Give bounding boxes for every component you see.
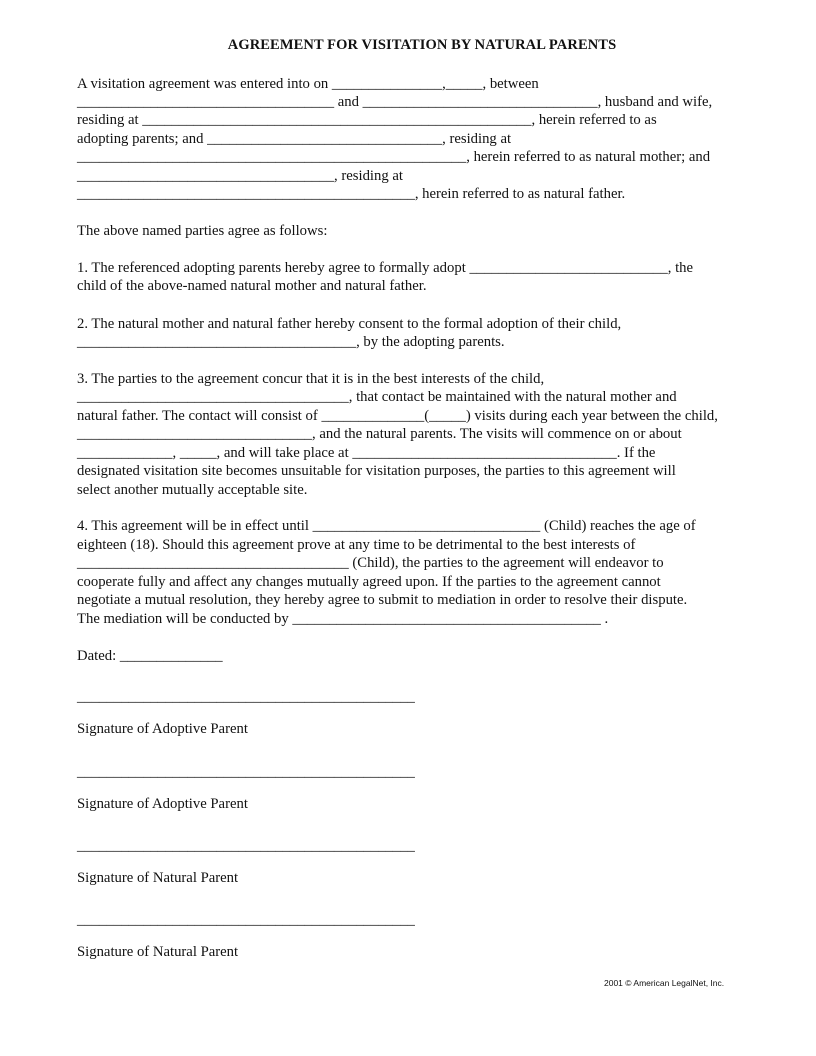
signature-line-2: ______________________________________________ bbox=[77, 764, 415, 780]
clause-3-line-4: ________________________________, and the natural parents. The visits will commence on or about bbox=[77, 426, 682, 442]
clause-3-line-6: designated visitation site becomes unsuitable for visitation purposes, the parties to this agreement will bbox=[77, 463, 676, 479]
clause-3-line-2: _____________________________________, that contact be maintained with the natural mother and bbox=[77, 389, 677, 405]
intro-line-2: ___________________________________ and ________________________________, husband and wife, bbox=[77, 94, 713, 110]
intro-line-6: ___________________________________, residing at bbox=[77, 168, 403, 184]
clause-1-line-1: 1. The referenced adopting parents hereby agree to formally adopt ___________________________, the bbox=[77, 260, 694, 276]
document-title: AGREEMENT FOR VISITATION BY NATURAL PARENTS bbox=[227, 37, 617, 53]
intro-line-5: _____________________________________________________, herein referred to as natural mother; and bbox=[77, 149, 711, 165]
clause-3-line-7: select another mutually acceptable site. bbox=[77, 482, 308, 498]
intro-line-4: adopting parents; and ________________________________, residing at bbox=[77, 131, 512, 147]
copyright-footer: 2001 © American LegalNet, Inc. bbox=[604, 978, 725, 988]
clause-1-line-2: child of the above-named natural mother and natural father. bbox=[77, 278, 427, 294]
clause-2-line-1: 2. The natural mother and natural father hereby consent to the formal adoption of their child, bbox=[77, 316, 622, 332]
signature-label-4: Signature of Natural Parent bbox=[77, 944, 239, 960]
clause-2-line-2: ______________________________________, by the adopting parents. bbox=[77, 334, 505, 350]
signature-line-3: ______________________________________________ bbox=[77, 838, 415, 854]
clause-3-line-5: _____________, _____, and will take place at ____________________________________. If the bbox=[77, 445, 656, 461]
dated-line: Dated: ______________ bbox=[77, 648, 223, 664]
signature-label-3: Signature of Natural Parent bbox=[77, 870, 239, 886]
signature-label-1: Signature of Adoptive Parent bbox=[77, 721, 248, 737]
intro-line-1: A visitation agreement was entered into on _______________,_____, between bbox=[77, 76, 539, 92]
clause-4-line-3: _____________________________________ (Child), the parties to the agreement will endeavor to bbox=[77, 555, 664, 571]
signature-line-1: ______________________________________________ bbox=[77, 689, 415, 705]
intro-line-7: ______________________________________________, herein referred to as natural father. bbox=[77, 186, 626, 202]
clause-4-line-5: negotiate a mutual resolution, they hereby agree to submit to mediation in order to resolve their dispute. bbox=[77, 592, 688, 608]
clause-3-line-1: 3. The parties to the agreement concur that it is in the best interests of the child, bbox=[77, 371, 545, 387]
intro-line-3: residing at _____________________________________________________, herein referred to as bbox=[77, 112, 657, 128]
signature-line-4: ______________________________________________ bbox=[77, 912, 415, 928]
agree-heading: The above named parties agree as follows: bbox=[77, 223, 328, 239]
clause-3-line-3: natural father. The contact will consist of ______________(_____) visits during each year between the child, bbox=[77, 408, 718, 424]
clause-4-line-1: 4. This agreement will be in effect until _______________________________ (Child) reaches the age of bbox=[77, 518, 696, 534]
clause-4-line-2: eighteen (18). Should this agreement prove at any time to be detrimental to the best interests of bbox=[77, 537, 636, 553]
clause-4-line-6: The mediation will be conducted by __________________________________________ . bbox=[77, 611, 609, 627]
signature-label-2: Signature of Adoptive Parent bbox=[77, 796, 248, 812]
clause-4-line-4: cooperate fully and affect any changes mutually agreed upon. If the parties to the agreement cannot bbox=[77, 574, 661, 590]
